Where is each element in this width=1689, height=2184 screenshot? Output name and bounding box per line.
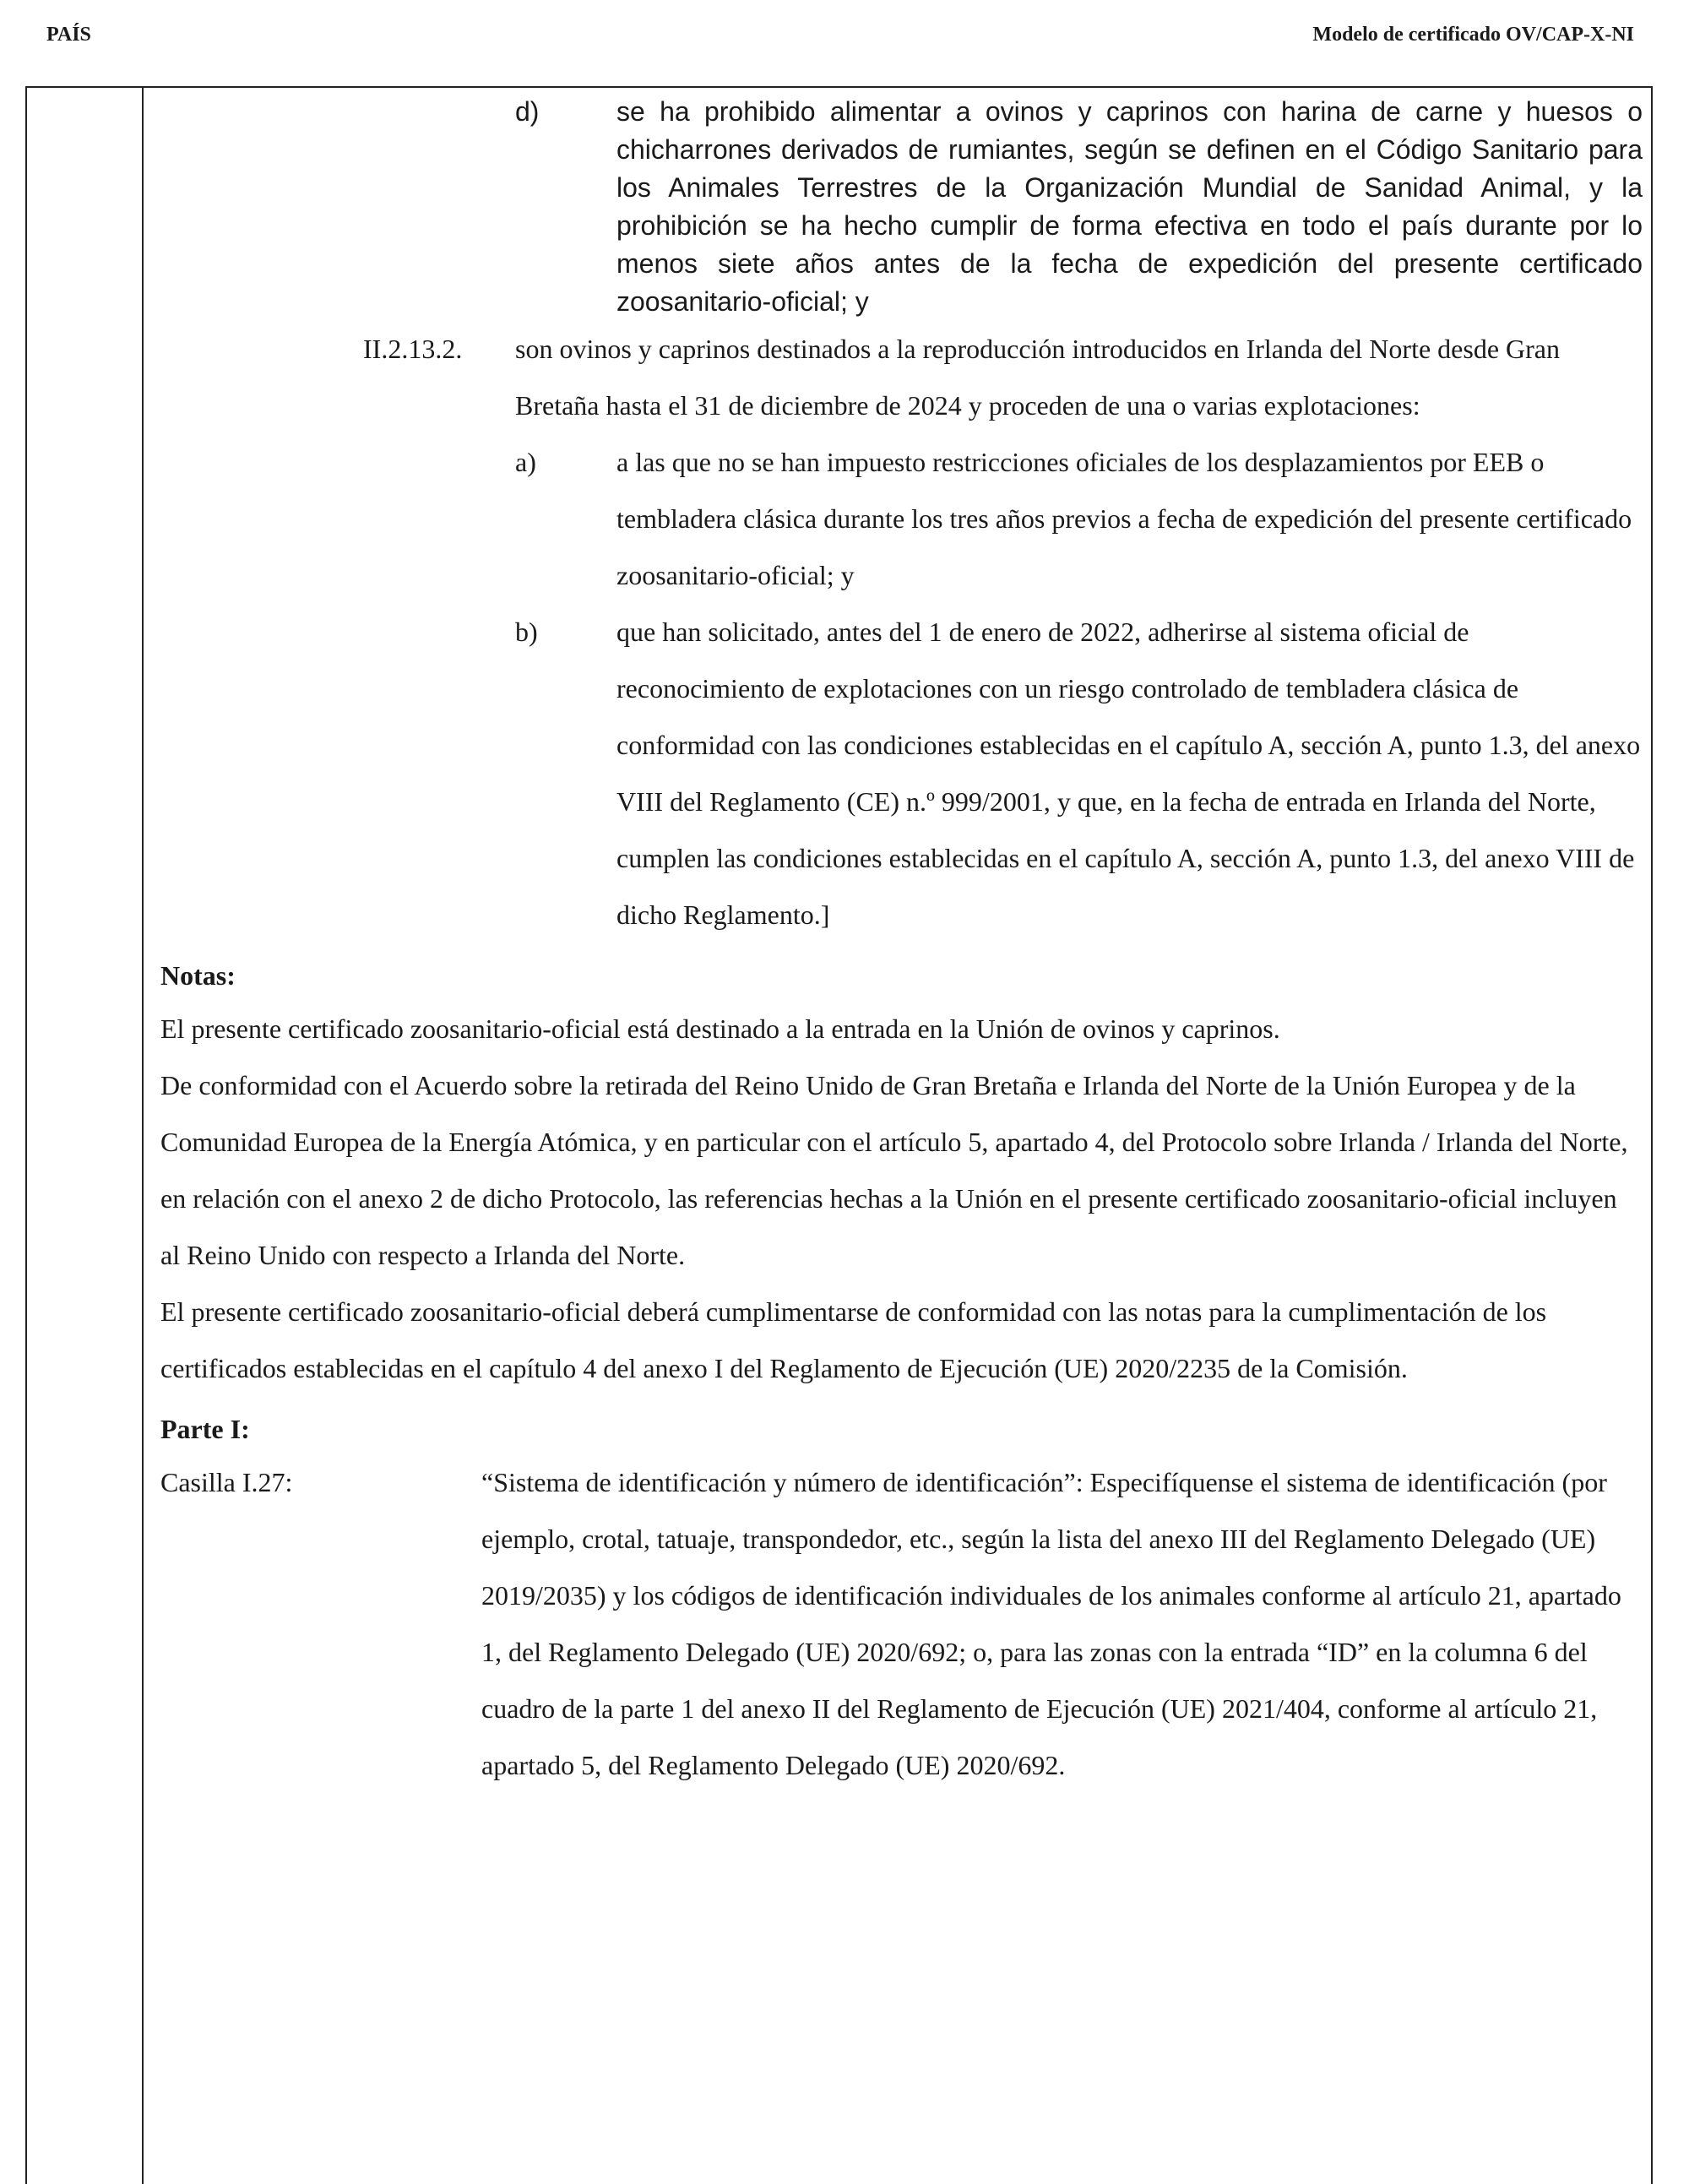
country-header: PAÍS	[46, 24, 91, 46]
notes-heading: Notas:	[160, 960, 236, 991]
section-item-a-text: a las que no se han impuesto restricciones oficiales de los desplazamientos por EEB o tembladera clásica durante los tres años previos a fecha de expedición del presente certificado zoosanitario-oficial; y	[616, 447, 1632, 590]
section-item-b-text: que han solicitado, antes del 1 de enero de 2022, adherirse al sistema oficial de reconocimiento de explotaciones con un riesgo controlado de tembladera clásica de conformidad con las condiciones establecidas en el capítulo A, sección A, punto 1.3, del anexo VIII del Reglamento (CE) n.º 999/2001, y que, en la fecha de entrada en Irlanda del Norte, cumplen las condiciones establecidas en el capítulo A, sección A, punto 1.3, del anexo VIII de dicho Reglamento.]	[616, 617, 1641, 930]
section-text: son ovinos y caprinos destinados a la reproducción introducidos en Irlanda del Norte desde Gran Bretaña hasta el 31 de diciembre de 2024 y proceden de una o varias explotaciones:	[515, 334, 1560, 421]
casilla-i27	[160, 1454, 1643, 1794]
document-body	[160, 93, 1643, 1794]
part-i-heading: Parte I:	[160, 1414, 250, 1444]
right-border	[1651, 86, 1653, 2184]
top-rule	[25, 86, 1651, 88]
section-ii-2-13-2	[160, 321, 1643, 434]
notes-paragraph-2: De conformidad con el Acuerdo sobre la retirada del Reino Unido de Gran Bretaña e Irlanda del Norte de la Unión Europea y de la Comunidad Europea de la Energía Atómica, y en particular con el artículo 5, apartado 4, del Protocolo sobre Irlanda / Irlanda del Norte, en relación con el anexo 2 de dicho Protocolo, las referencias hechas a la Unión en el presente certificado zoosanitario-oficial incluyen al Reino Unido con respecto a Irlanda del Norte.	[160, 1070, 1628, 1270]
notes-paragraph-1: El presente certificado zoosanitario-oficial está destinado a la entrada en la Unión de ovinos y caprinos.	[160, 1013, 1280, 1044]
certificate-model-header: Modelo de certificado OV/CAP-X-NI	[1312, 24, 1634, 46]
section-item-a-label: a)	[515, 447, 536, 477]
notes-paragraph-3: El presente certificado zoosanitario-oficial deberá cumplimentarse de conformidad con las notas para la cumplimentación de los certificados establecidas en el capítulo 4 del anexo I del Reglamento de Ejecución (UE) 2020/2235 de la Comisión.	[160, 1296, 1547, 1383]
section-label: II.2.13.2.	[363, 334, 463, 364]
item-d	[160, 93, 1643, 321]
casilla-label: Casilla I.27:	[160, 1467, 293, 1497]
section-item-b-label: b)	[515, 617, 538, 647]
item-d-text: se ha prohibido alimentar a ovinos y caprinos con harina de carne y huesos o chicharrones derivados de rumiantes, según se definen en el Código Sanitario para los Animales Terrestres de la Organización Mundial de Sanidad Animal, y la prohibición se ha hecho cumplir de forma efectiva en todo el país durante por lo menos siete años antes de la fecha de expedición del presente certificado zoosanitario-oficial; y	[616, 96, 1643, 317]
inner-left-border	[142, 86, 144, 2184]
casilla-text: “Sistema de identificación y número de identificación”: Especifíquense el sistema de identificación (por ejemplo, crotal, tatuaje, transpondedor, etc., según la lista del anexo III del Reglamento Delegado (UE) 2019/2035) y los códigos de identificación individuales de los animales conforme al artículo 21, apartado 1, del Reglamento Delegado (UE) 2020/692; o, para las zonas con la entrada “ID” en la columna 6 del cuadro de la parte 1 del anexo II del Reglamento de Ejecución (UE) 2021/404, conforme al artículo 21, apartado 5, del Reglamento Delegado (UE) 2020/692.	[481, 1467, 1621, 1780]
left-border	[25, 86, 27, 2184]
item-d-label: d)	[515, 96, 540, 127]
section-item-a	[160, 434, 1643, 604]
section-item-b	[160, 604, 1643, 943]
